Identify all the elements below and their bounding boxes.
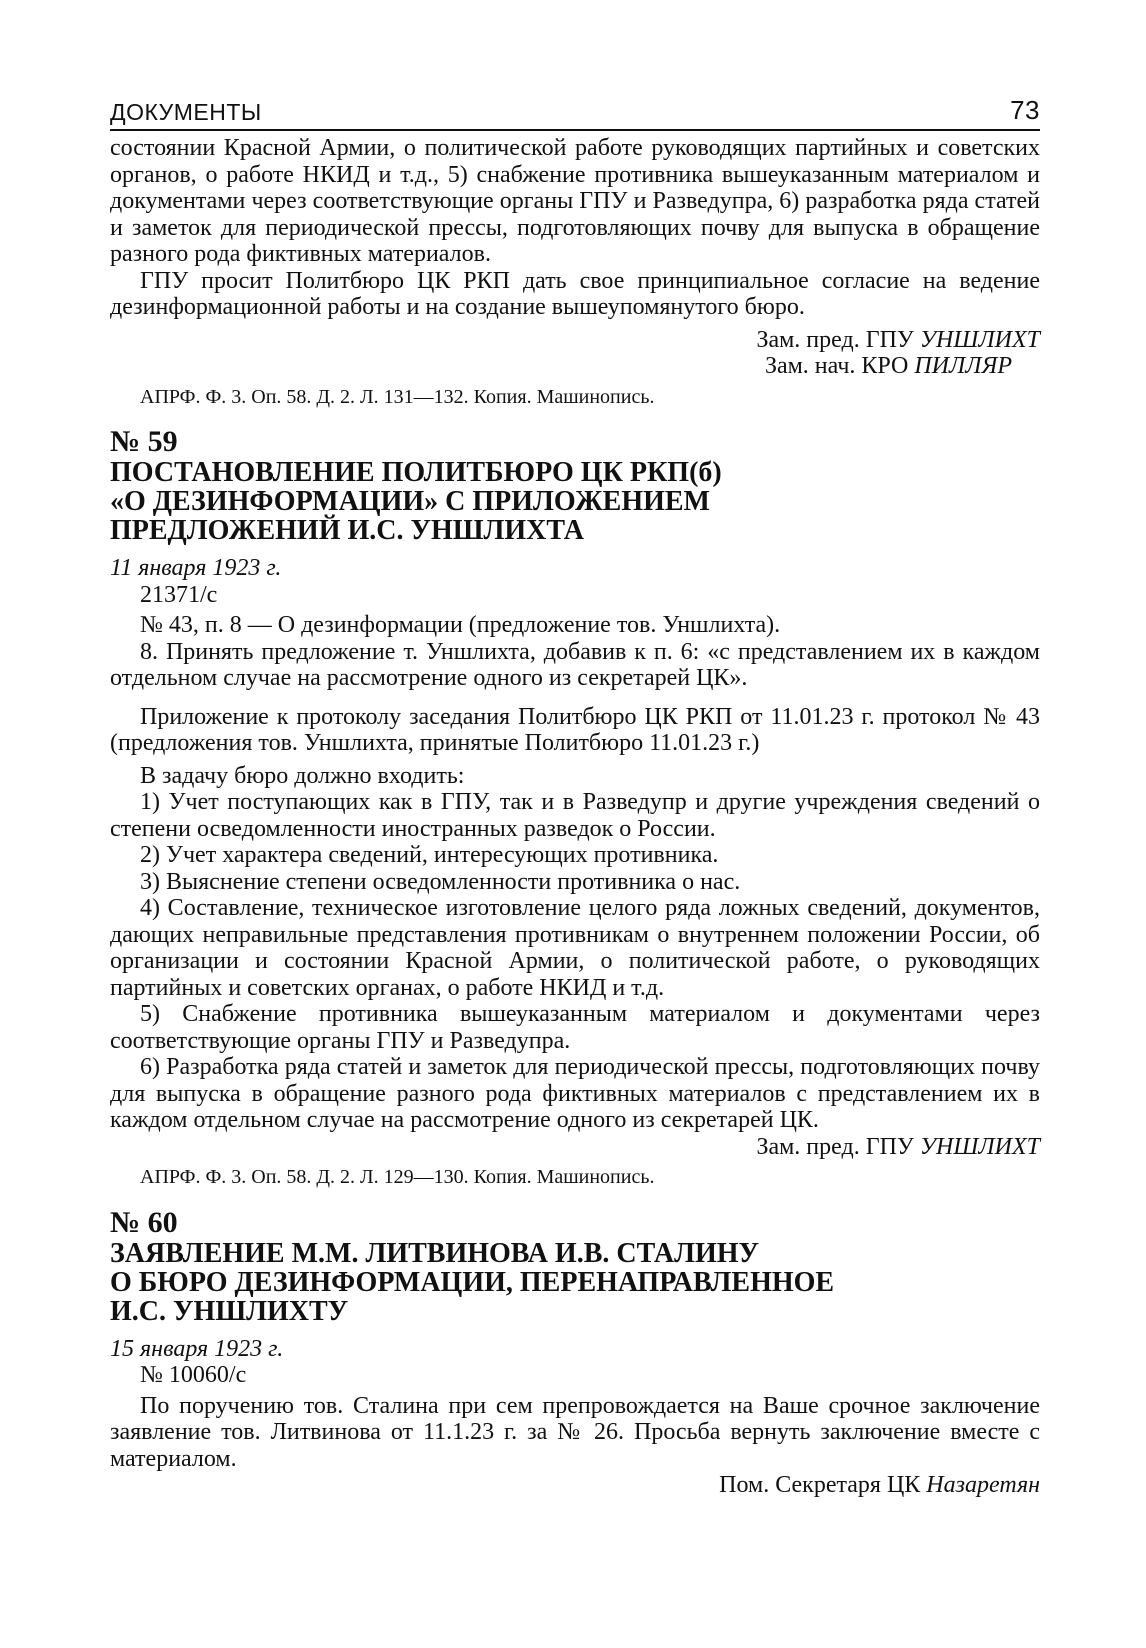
doc-59-tasks-intro: В задачу бюро должно входить: [140,762,465,789]
signature-pillyar: Зам. нач. КРО ПИЛЛЯР [764,353,1012,379]
doc-59-task-5: 5) Снабжение противника вышеуказанным материалом и документами через соответствующие органы ГПУ и Разведупра. [110,1001,1040,1054]
doc-60-registration: № 10060/с [140,1362,247,1388]
doc-59-task-3: 3) Выяснение степени осведомленности противника о нас. [140,868,741,895]
document-page [110,86,1040,1499]
doc-59-task-6: 6) Разработка ряда статей и заметок для периодической прессы, подготовляющих почву для выпуска в обращение разного рода фиктивных материалов с представлением их в каждом отдельном случае на рассмотрение одного из секретарей ЦК. [110,1054,1040,1133]
doc-59-appendix: Приложение к протоколу заседания Политбюро ЦК РКП от 11.01.23 г. протокол № 43 (предложения тов. Уншлихта, принятые Политбюро 11.01.23 г.) [110,703,1040,756]
running-head [110,86,1040,131]
doc-59-task-4: 4) Составление, техническое изготовление целого ряда ложных сведений, документов, дающих неправильные представления противникам о внутреннем положении России, об организации и состоянии Красной Армии, о политической работе, о руководящих партийных и советских органах, о работе НКИД и т.д. [110,895,1040,1001]
intro-request-paragraph: ГПУ просит Политбюро ЦК РКП дать свое принципиальное согласие на ведение дезинформационной работы и на создание вышеупомянутого бюро. [110,267,1040,320]
doc-60-date: 15 января 1923 г. [110,1335,284,1362]
doc-60-signature: Пом. Секретаря ЦК Назаретян [719,1472,1040,1498]
doc-59-date: 11 января 1923 г. [110,555,282,581]
doc-59-decision: 8. Принять предложение т. Уншлихта, добавив к п. 6: «с представлением их в каждом отдельном случае на рассмотрение одного из секретарей ЦК». [110,638,1040,691]
doc-59-title: ПОСТАНОВЛЕНИЕ ПОЛИТБЮРО ЦК РКП(б) «О ДЕЗИНФОРМАЦИИ» С ПРИЛОЖЕНИЕМ ПРЕДЛОЖЕНИЙ И.С. УНШЛИХТА [110,457,722,546]
archive-reference: АПРФ. Ф. 3. Оп. 58. Д. 2. Л. 131—132. Копия. Машинопись. [140,385,655,408]
doc-60-title: ЗАЯВЛЕНИЕ М.М. ЛИТВИНОВА И.В. СТАЛИНУ О БЮРО ДЕЗИНФОРМАЦИИ, ПЕРЕНАПРАВЛЕННОЕ И.С. УНШЛИХТУ [110,1237,835,1327]
doc-59-registration: 21371/с [140,581,218,608]
section-title: ДОКУМЕНТЫ [110,99,262,125]
doc-59-number: № 59 [110,425,178,458]
doc-59-archive-reference: АПРФ. Ф. 3. Оп. 58. Д. 2. Л. 129—130. Копия. Машинопись. [140,1166,655,1188]
doc-59-signature: Зам. пред. ГПУ УНШЛИХТ [756,1133,1040,1160]
doc-59-task-2: 2) Учет характера сведений, интересующих противника. [140,842,719,868]
page-number: 73 [1010,95,1040,125]
intro-paragraph: состоянии Красной Армии, о политической работе руководящих партийных и советских органов, о работе НКИД и т.д., 5) снабжение противника вышеуказанным материалом и документами через соответствующие органы ГПУ и Разведупра, 6) разработка ряда статей и заметок для периодической прессы, подготовляющих почву для выпуска в обращение разного рода фиктивных материалов. [110,135,1040,267]
doc-60-number: № 60 [110,1205,178,1239]
doc-59-task-1: 1) Учет поступающих как в ГПУ, так и в Разведупр и другие учреждения сведений о степени осведомленности иностранных разведок о России. [110,789,1040,842]
doc-60-text: По поручению тов. Сталина при сем препровождается на Ваше срочное заключение заявление тов. Литвинова от 11.1.23 г. за № 26. Просьба вернуть заключение вместе с материалом. [110,1392,1040,1472]
signature-unshlikht: Зам. пред. ГПУ УНШЛИХТ [756,326,1040,353]
doc-59-item: № 43, п. 8 — О дезинформации (предложение тов. Уншлихта). [140,612,781,638]
document-body [110,135,1040,1499]
